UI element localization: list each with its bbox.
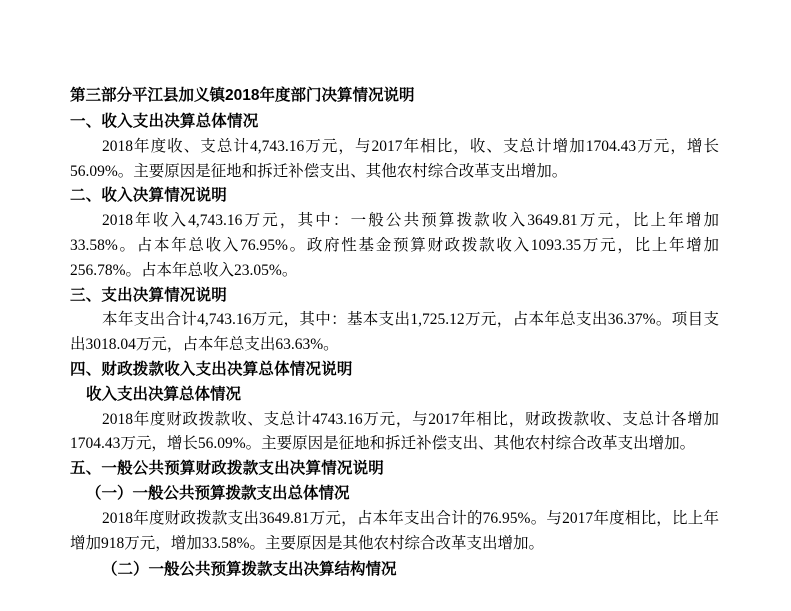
paragraph-3: 本年支出合计4,743.16万元，其中：基本支出1,725.12万元，占本年总支出36.37%。项目支出3018.04万元，占本年总支出63.63%。 (70, 311, 719, 354)
paragraph-2: 2018年收入4,743.16万元，其中：一般公共预算拨款收入3649.81万元，比上年增加33.58%。占本年总收入76.95%。政府性基金预算财政拨款收入1093.35万元，比上年增加256.78%。占本年总收入23.05%。 (70, 212, 719, 279)
paragraph-5: 2018年度财政拨款支出3649.81万元，占本年支出合计的76.95%。与2017年度相比，比上年增加918万元，增加33.58%。主要原因是其他农村综合改革支出增加。 (70, 509, 719, 552)
section-heading-2: 二、收入决算情况说明 (70, 187, 228, 205)
section-heading-5: 五、一般公共预算财政拨款支出决算情况说明 (70, 460, 385, 478)
section-heading-3: 三、支出决算情况说明 (70, 286, 228, 304)
subsection-heading-5-2: （二）一般公共预算拨款支出决算结构情况 (102, 561, 397, 579)
subsection-heading-4-1: 收入支出决算总体情况 (86, 385, 242, 403)
subsection-heading-5-1: （一）一般公共预算拨款支出总体情况 (86, 484, 350, 502)
paragraph-1: 2018年度收、支总计4,743.16万元，与2017年相比，收、支总计增加1704.43万元，增长56.09%。主要原因是征地和拆迁补偿支出、其他农村综合改革支出增加。 (70, 137, 719, 180)
paragraph-4: 2018年度财政拨款收、支总计4743.16万元，与2017年相比，财政拨款收、支总计各增加1704.43万元，增长56.09%。主要原因是征地和拆迁补偿支出、其他农村综合改革支出增加。 (70, 410, 719, 453)
section-heading-4: 四、财政拨款收入支出决算总体情况说明 (70, 360, 353, 378)
section-heading-1: 一、收入支出决算总体情况 (70, 113, 259, 131)
page-title: 第三部分平江县加义镇2018年度部门决算情况说明 (70, 87, 415, 104)
